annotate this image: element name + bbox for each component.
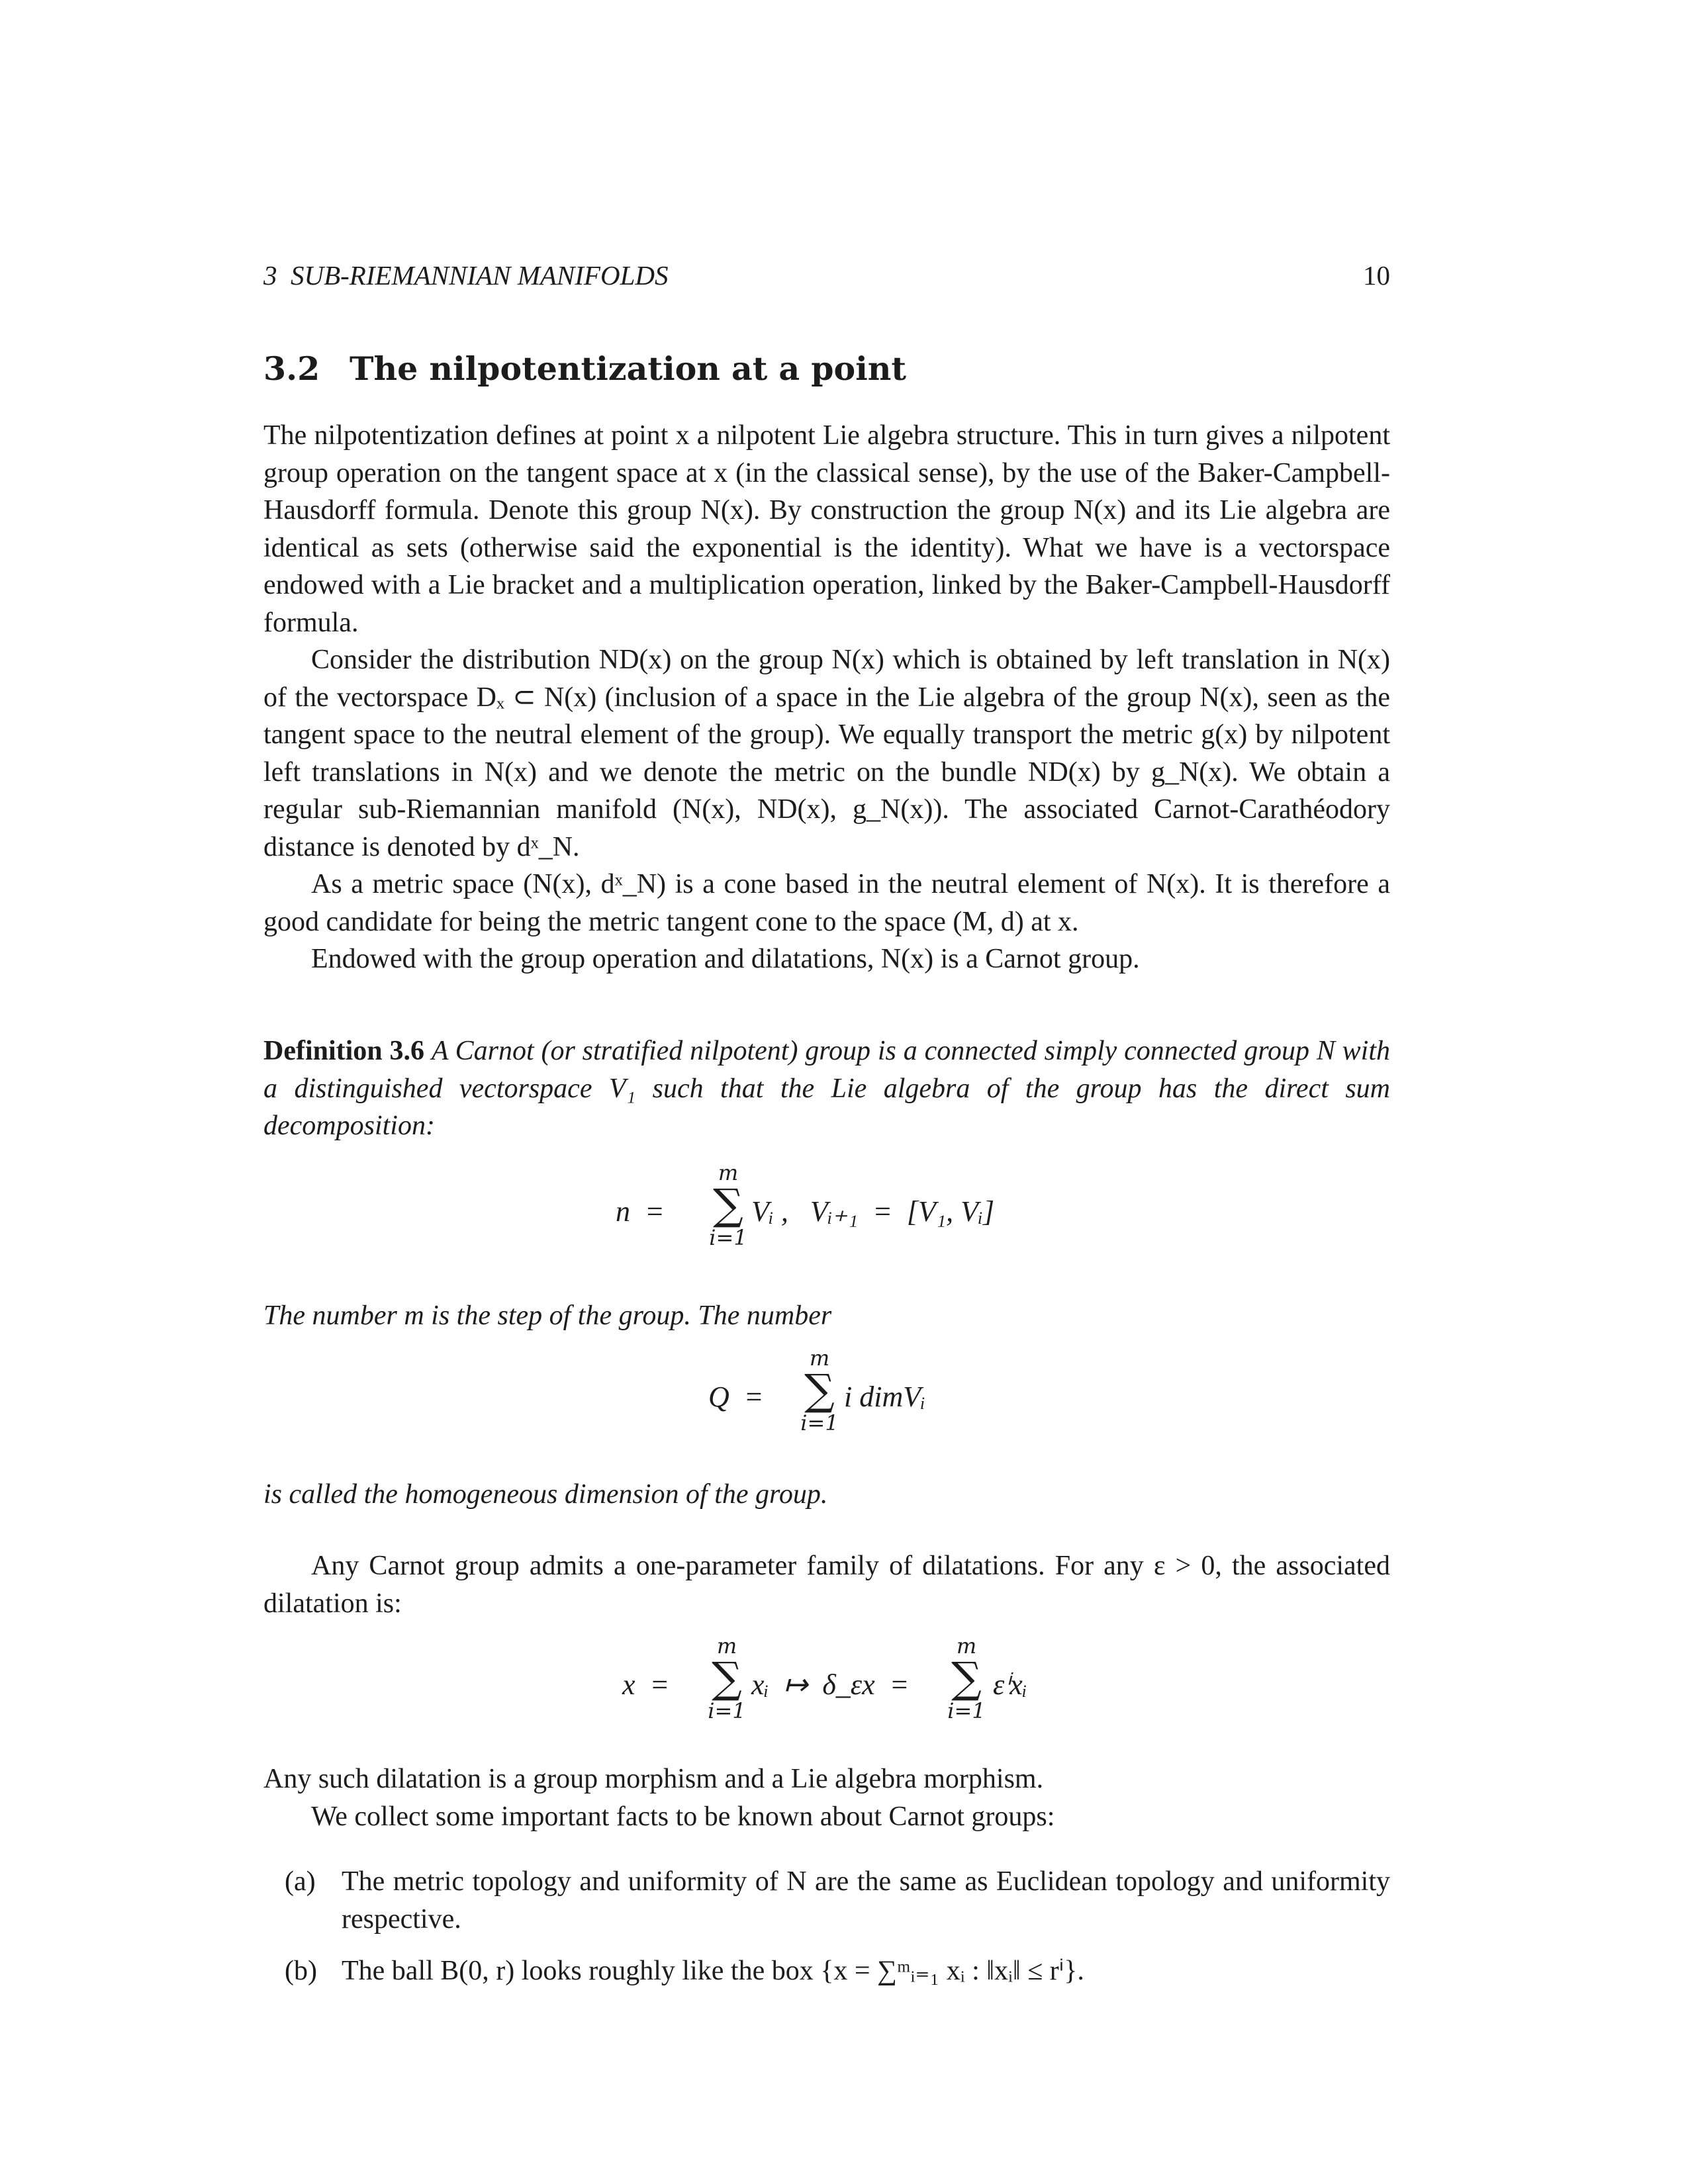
body-text-block-1 (263, 417, 1390, 978)
section-number: 3.2 (263, 349, 320, 388)
eq2-lhs: Q = (708, 1381, 764, 1413)
paragraph-6: Any such dilatation is a group morphism and a Lie algebra morphism. (263, 1764, 1044, 1794)
eq3-left-sum-lower: i=1 (708, 1698, 746, 1723)
eq1-sum-upper: m (718, 1160, 739, 1185)
fact-a-text: The metric topology and uniformity of N are the same as Euclidean topology and uniformity respective. (342, 1866, 1390, 1934)
chapter-title: 3 SUB-RIEMANNIAN MANIFOLDS (263, 260, 669, 291)
eq3-sum-right (940, 1635, 993, 1722)
page-number: 10 (1363, 260, 1390, 291)
eq2-sum (793, 1347, 846, 1434)
eq2-sum-upper: m (809, 1345, 830, 1371)
eq3-term: εⁱxᵢ (993, 1668, 1027, 1701)
section-heading (263, 349, 906, 388)
eq3-right-sigma: ∑ (951, 1654, 982, 1703)
eq3-sum-left (700, 1635, 753, 1722)
fact-b-text: The ball B(0, r) looks roughly like the box {x = ∑ᵐᵢ₌₁ xᵢ : ‖xᵢ‖ ≤ rⁱ}. (342, 1956, 1084, 1986)
eq1-lhs: n = (616, 1195, 665, 1228)
paragraph-4: Endowed with the group operation and dilatations, N(x) is a Carnot group. (311, 944, 1140, 974)
definition-label: Definition 3.6 (263, 1036, 425, 1066)
paragraph-3: As a metric space (N(x), dˣ_N) is a cone based in the neutral element of N(x). It is therefore a good candidate for being the metric tangent cone to the space (M, d) at x. (263, 869, 1390, 937)
body-text-block-3 (263, 1760, 1390, 1835)
running-header (263, 259, 1390, 299)
eq1-sigma: ∑ (713, 1181, 743, 1230)
eq3-mid: xᵢ ↦ δ_εx = (751, 1668, 910, 1701)
fact-a-label: (a) (285, 1866, 316, 1897)
paragraph-7: We collect some important facts to be known about Carnot groups: (311, 1801, 1055, 1832)
paragraph-1: The nilpotentization defines at point x a nilpotent Lie algebra structure. This in turn gives a nilpotent group operation on the tangent space at x (in the classical sense), by the use of the Baker-Campbell-Hausdorff formula. Denote this group N(x). By construction the group N(x) and its Lie algebra are identical as sets (otherwise said the exponential is the identity). What we have is a vectorspace endowed with a Lie bracket and a multiplication operation, linked by the Baker-Campbell-Hausdorff formula. (263, 420, 1390, 638)
eq3-lhs: x = (622, 1668, 670, 1701)
definition-after-eq1: The number m is the step of the group. The number (263, 1300, 832, 1331)
paragraph-2: Consider the distribution ND(x) on the group N(x) which is obtained by left translation in N(x) of the vectorspace Dₓ ⊂ N(x) (inclusion of a space in the Lie algebra of the group N(x), seen as the tangent space to the neutral element of the group). We equally transport the metric g(x) by nilpotent left translations in N(x) and we denote the metric on the bundle ND(x) by g_N(x). We obtain a regular sub-Riemannian manifold (N(x), ND(x), g_N(x)). The associated Carnot-Carathéodory distance is denoted by dˣ_N. (263, 645, 1390, 862)
eq3-right-sum-lower: i=1 (947, 1698, 986, 1723)
eq3-left-sigma: ∑ (712, 1654, 742, 1703)
definition-continuation-1 (263, 1297, 1390, 1335)
body-text-block-2 (263, 1547, 1390, 1622)
eq3-left-sum-upper: m (716, 1633, 737, 1659)
fact-a (285, 1863, 1390, 1934)
eq1-sum-lower: i=1 (709, 1225, 747, 1250)
fact-b-label: (b) (285, 1956, 317, 1986)
eq1-sum (702, 1161, 755, 1249)
eq2-sum-lower: i=1 (800, 1410, 839, 1435)
definition-after-eq2: is called the homogeneous dimension of the group. (263, 1479, 828, 1510)
eq3-right-sum-upper: m (956, 1633, 977, 1659)
definition-text: A Carnot (or stratified nilpotent) group is a connected simply connected group N with a distinguished vectorspace V₁ such that the Lie algebra of the group has the direct sum decomposition: (263, 1036, 1391, 1141)
paragraph-5: Any Carnot group admits a one-parameter family of dilatations. For any ε > 0, the associated dilatation is: (263, 1551, 1390, 1619)
definition-block (263, 1032, 1390, 1145)
section-title: The nilpotentization at a point (350, 349, 907, 388)
eq2-term: i dimVᵢ (844, 1381, 926, 1413)
eq2-sigma: ∑ (804, 1366, 835, 1415)
eq1-term: Vᵢ , Vᵢ₊₁ = [V₁, Vᵢ] (751, 1195, 995, 1228)
definition-continuation-2 (263, 1476, 1390, 1514)
fact-b (285, 1952, 1390, 1990)
